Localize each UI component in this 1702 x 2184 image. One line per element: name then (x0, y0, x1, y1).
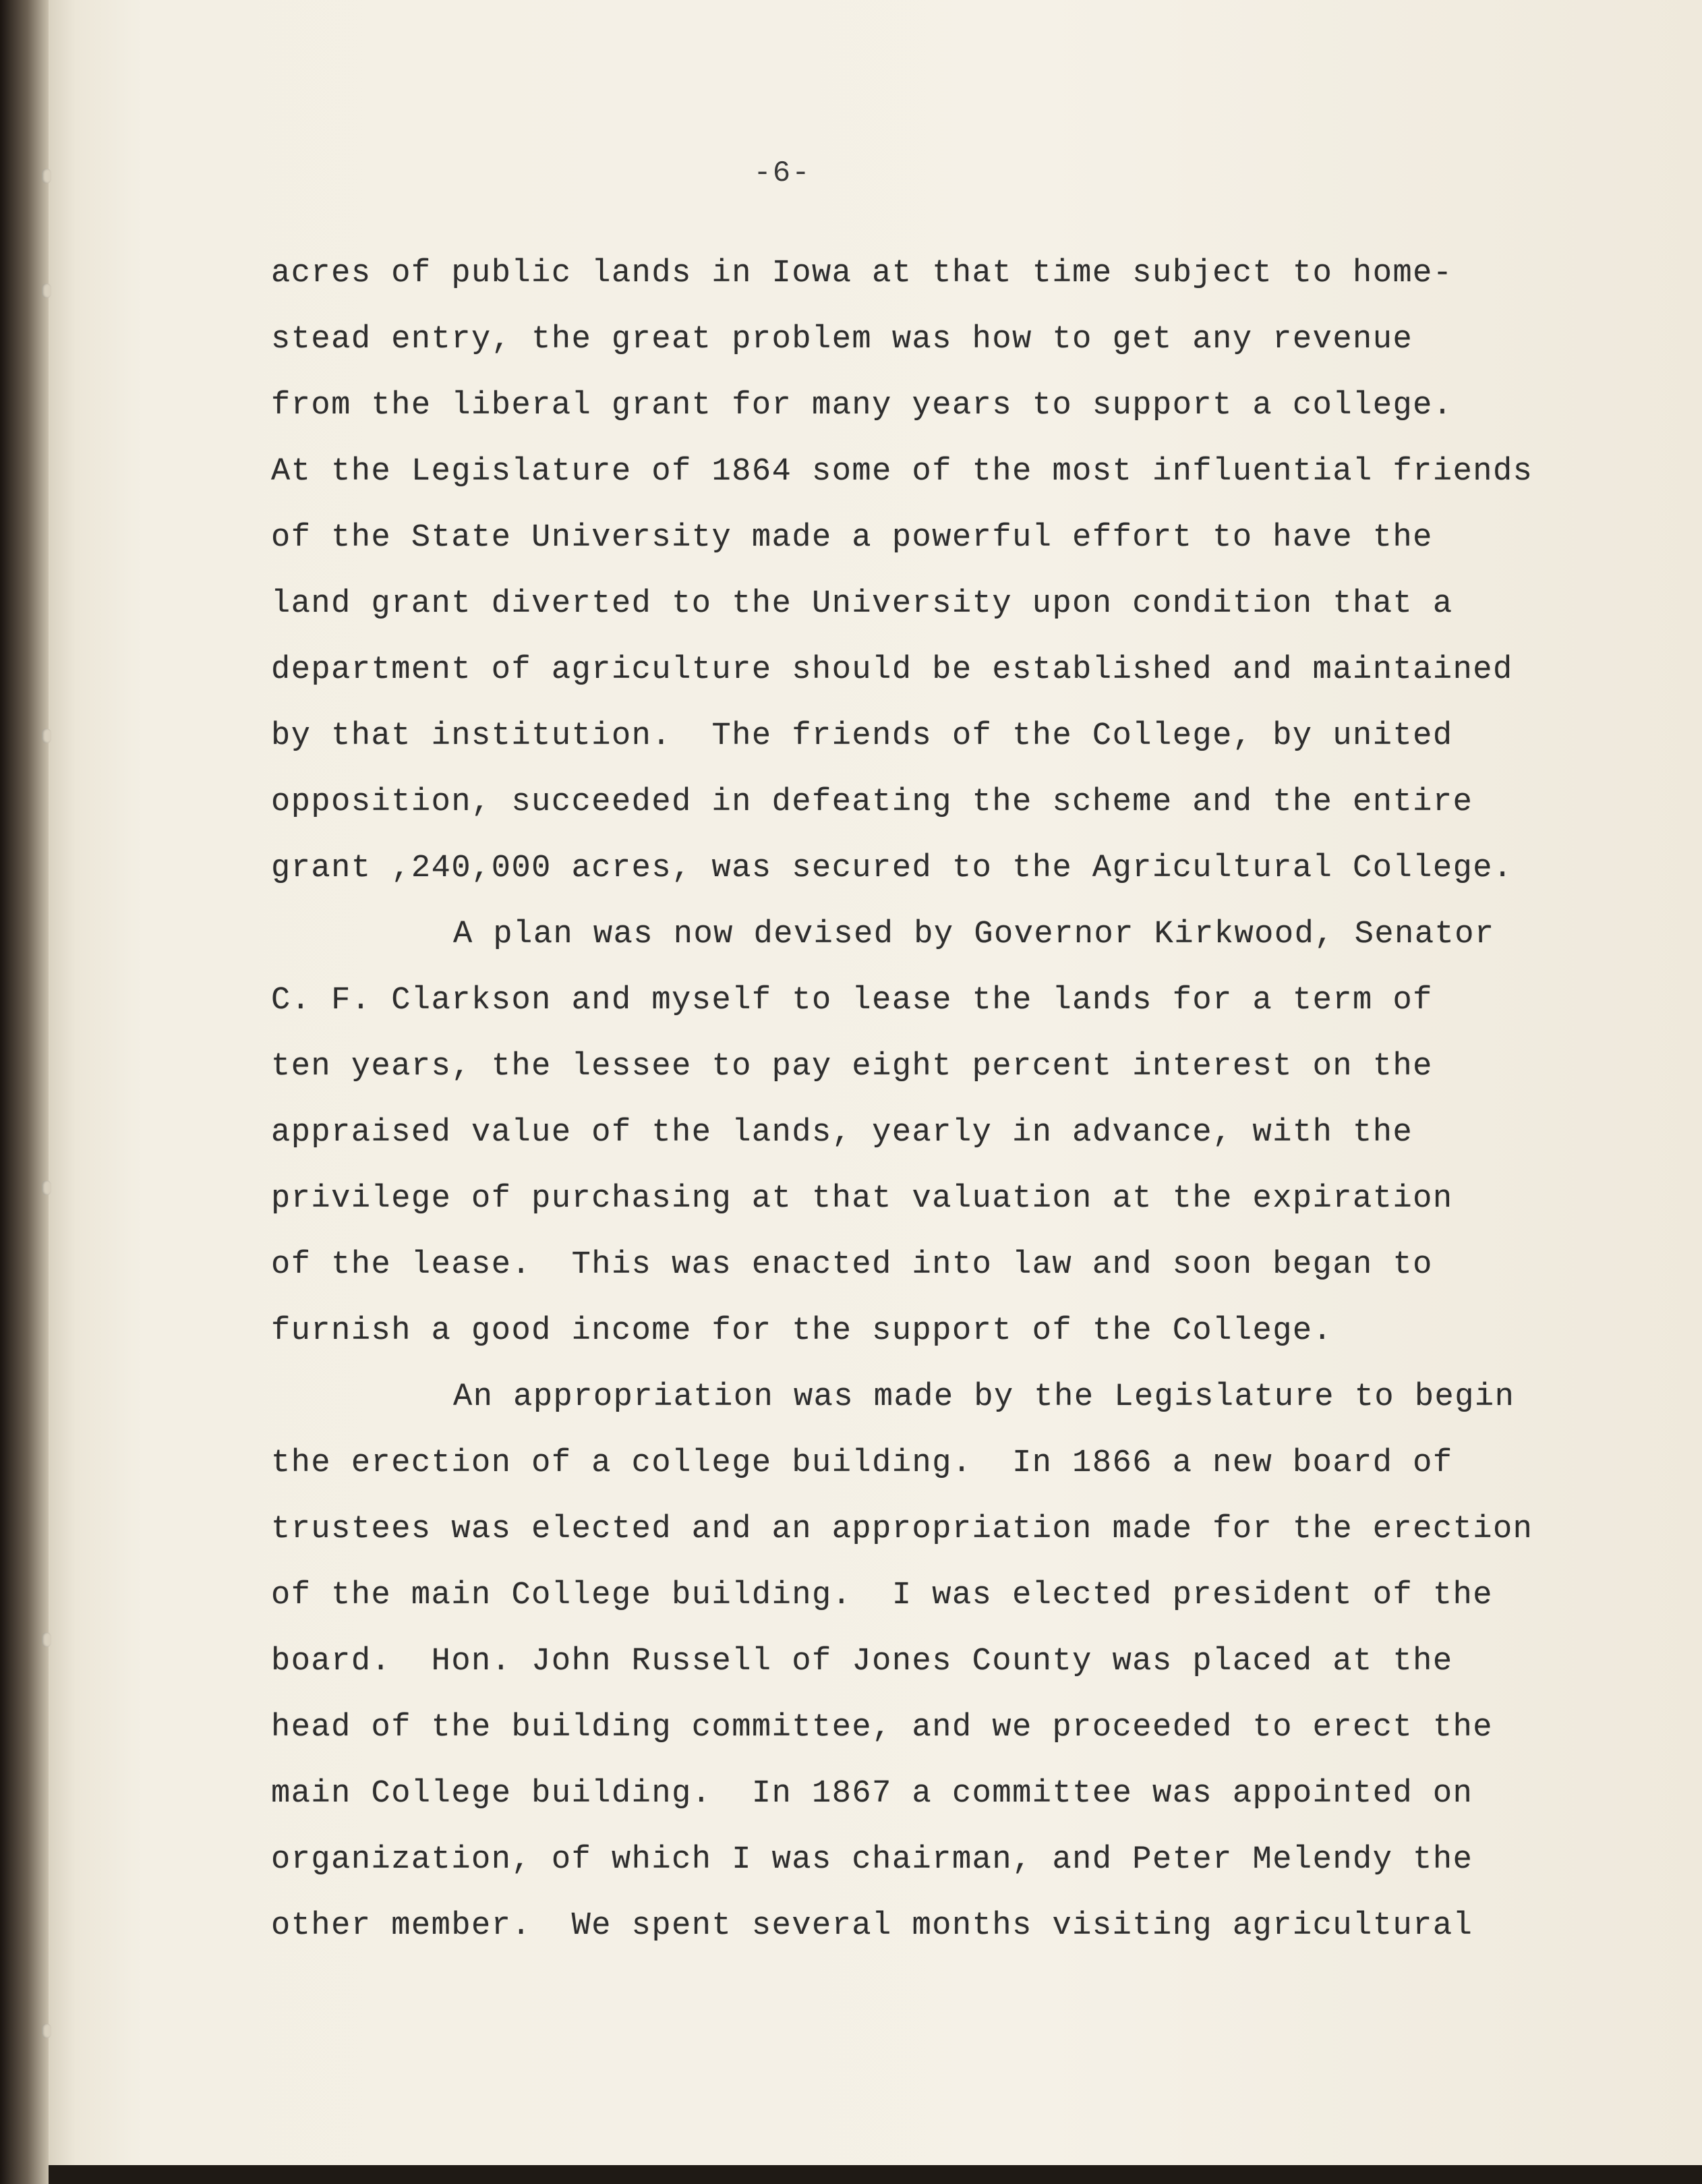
binding-edge (0, 0, 49, 2184)
binding-hole (42, 169, 51, 183)
text-line: by that institution. The friends of the College, by united (271, 718, 1453, 754)
text-line: stead entry, the great problem was how to get any revenue (271, 322, 1413, 357)
text-line: ten years, the lessee to pay eight percent interest on the (271, 1049, 1433, 1085)
text-line: privilege of purchasing at that valuation at the expiration (271, 1181, 1453, 1217)
text-line: of the State University made a powerful effort to have the (271, 520, 1433, 556)
text-line: furnish a good income for the support of the College. (271, 1313, 1333, 1349)
text-line: opposition, succeeded in defeating the scheme and the entire (271, 784, 1473, 820)
text-line: head of the building committee, and we proceeded to erect the (271, 1710, 1493, 1746)
text-line: department of agriculture should be established and maintained (271, 652, 1513, 688)
binding-hole (42, 2023, 51, 2038)
text-line: acres of public lands in Iowa at that time subject to home- (271, 256, 1453, 291)
text-line: other member. We spent several months visiting agricultural (271, 1908, 1473, 1944)
binding-hole (42, 1180, 51, 1195)
text-line: of the main College building. I was elected president of the (271, 1578, 1493, 1613)
text-line: main College building. In 1867 a committee was appointed on (271, 1776, 1473, 1812)
text-line: C. F. Clarkson and myself to lease the lands for a term of (271, 983, 1433, 1018)
paragraph-start-line: An appropriation was made by the Legislature to begin (453, 1379, 1515, 1415)
text-line: appraised value of the lands, yearly in advance, with the (271, 1115, 1413, 1151)
typed-text-body (271, 252, 1566, 1971)
text-line: board. Hon. John Russell of Jones County was placed at the (271, 1644, 1453, 1679)
binding-hole (42, 728, 51, 743)
binding-hole (42, 1632, 51, 1647)
text-line: the erection of a college building. In 1866 a new board of (271, 1445, 1453, 1481)
text-line: organization, of which I was chairman, and Peter Melendy the (271, 1842, 1473, 1878)
text-line: from the liberal grant for many years to support a college. (271, 388, 1453, 424)
page-number: -6- (753, 156, 811, 190)
text-line: grant ,240,000 acres, was secured to the Agricultural College. (271, 851, 1513, 886)
text-line: trustees was elected and an appropriation made for the erection (271, 1512, 1533, 1547)
paragraph-start-line: A plan was now devised by Governor Kirkwood, Senator (453, 917, 1495, 952)
text-line: land grant diverted to the University upon condition that a (271, 586, 1453, 622)
text-line: At the Legislature of 1864 some of the most influential friends (271, 454, 1533, 490)
binding-hole (42, 283, 51, 298)
text-line: of the lease. This was enacted into law and soon began to (271, 1247, 1433, 1283)
